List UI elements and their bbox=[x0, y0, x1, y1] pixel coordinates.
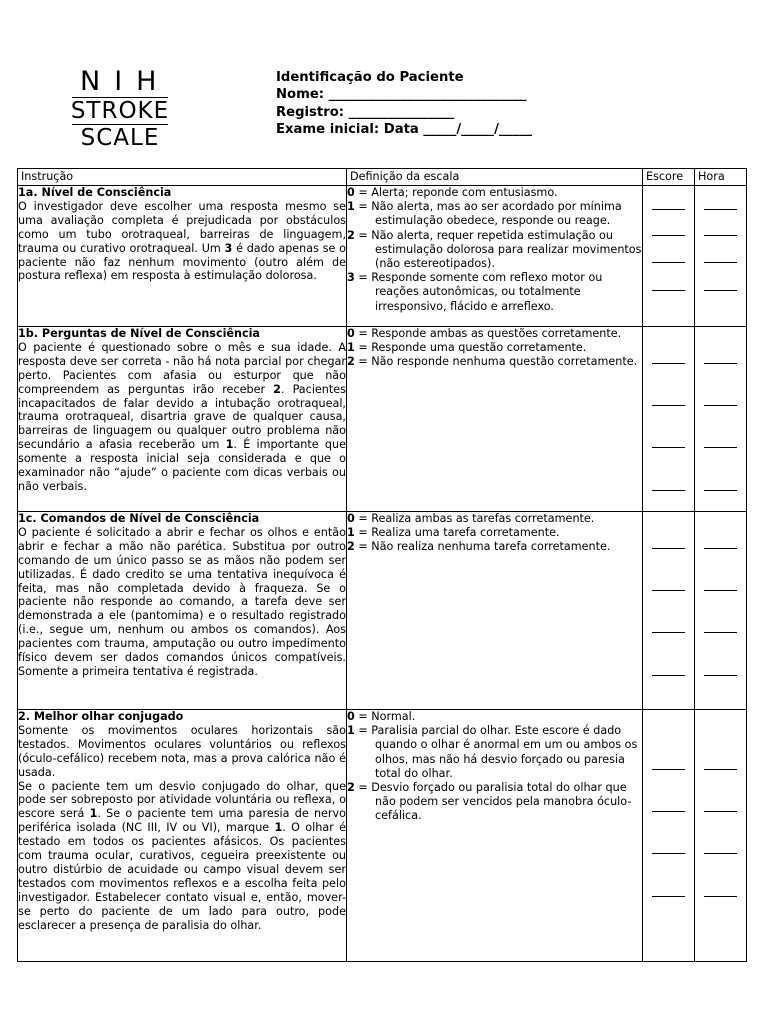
blank-line[interactable] bbox=[652, 853, 685, 854]
scale-option: 2 = Não realiza nenhuma tarefa corretamente. bbox=[347, 540, 611, 554]
scale-option: 1 = Realiza uma tarefa corretamente. bbox=[347, 526, 560, 540]
blank-line[interactable] bbox=[704, 675, 737, 676]
scale-option: 0 = Alerta; reponde com entusiasmo. bbox=[347, 186, 558, 199]
table-row bbox=[18, 512, 747, 710]
blank-line[interactable] bbox=[652, 490, 685, 491]
item-title: 2. Melhor olhar conjugado bbox=[18, 710, 184, 723]
blank-line[interactable] bbox=[704, 590, 737, 591]
header-score: Escore bbox=[643, 169, 695, 186]
table-row bbox=[18, 186, 747, 327]
logo-line-scale: SCALE bbox=[80, 125, 160, 151]
blank-line[interactable] bbox=[652, 209, 685, 210]
blank-line[interactable] bbox=[704, 447, 737, 448]
blank-line[interactable] bbox=[652, 632, 685, 633]
blank-line[interactable] bbox=[704, 262, 737, 263]
blank-line[interactable] bbox=[704, 405, 737, 406]
definition-cell bbox=[347, 186, 643, 327]
exam-date-field: Exame inicial: Data _____/_____/_____ bbox=[276, 122, 532, 138]
scale-option: 2 = Não responde nenhuma questão corretamente. bbox=[347, 355, 638, 369]
scale-option: 0 = Realiza ambas as tarefas corretamente. bbox=[347, 512, 595, 525]
score-cell[interactable] bbox=[643, 710, 695, 962]
blank-line[interactable] bbox=[652, 262, 685, 263]
patient-id-title: Identificação do Paciente bbox=[276, 70, 464, 85]
time-cell[interactable] bbox=[695, 512, 747, 710]
patient-identification bbox=[276, 69, 532, 139]
instruction-cell: 2. Melhor olhar conjugado Somente os movimentos oculares horizontais são testados. Movimentos oculares voluntários ou reflexos (óculo-cefálico) recebem nota, mas a prova calórica não é usada. Se o paciente tem um desvio conjugado do olhar, que pode ser sobreposto por atividade voluntária ou reflexa, o escore será 1. Se o paciente tem uma paresia de nervo periférica isolada (NC III, IV ou VI), marque 1. O olhar é testado em todos os pacientes afásicos. Os pacientes com trauma ocular, curativos, cegueira preexistente ou outro distúrbio de acuidade ou campo visual devem ser testados com movimentos reflexos e a escolha feita pelo investigador. Estabelecer contato visual e, então, mover-se perto do paciente de um lado para outro, pode esclarecer a presença de paralisia do olhar. bbox=[18, 710, 347, 962]
score-cell[interactable] bbox=[643, 327, 695, 512]
time-cell[interactable] bbox=[695, 710, 747, 962]
blank-line[interactable] bbox=[704, 632, 737, 633]
scale-option: 1 = Não alerta, mas ao ser acordado por mínima estimulação obedece, responde ou reage. bbox=[347, 200, 622, 228]
item-title: 1b. Perguntas de Nível de Consciência bbox=[18, 327, 260, 340]
blank-line[interactable] bbox=[652, 405, 685, 406]
blank-line[interactable] bbox=[704, 290, 737, 291]
item-title: 1c. Comandos de Nível de Consciência bbox=[18, 512, 260, 525]
logo-line-stroke: STROKE bbox=[70, 98, 170, 124]
patient-name-field: Nome: ______________________________ bbox=[276, 87, 527, 103]
blank-line[interactable] bbox=[652, 769, 685, 770]
table-header-row bbox=[18, 169, 747, 186]
blank-line[interactable] bbox=[704, 235, 737, 236]
scale-option: 1 = Responde uma questão corretamente. bbox=[347, 341, 587, 355]
scale-option: 1 = Paralisia parcial do olhar. Este escore é dado quando o olhar é anormal em um ou ambos os olhos, mas não há desvio forçado ou paresia total do olhar. bbox=[347, 724, 638, 780]
definition-cell bbox=[347, 327, 643, 512]
blank-line[interactable] bbox=[704, 853, 737, 854]
blank-line[interactable] bbox=[704, 896, 737, 897]
definition-cell bbox=[347, 512, 643, 710]
blank-line[interactable] bbox=[704, 209, 737, 210]
blank-line[interactable] bbox=[704, 811, 737, 812]
scale-option: 2 = Desvio forçado ou paralisia total do olhar que não podem ser vencidos pela manobra óculo-cefálica. bbox=[347, 781, 632, 823]
instruction-cell: 1b. Perguntas de Nível de Consciência O paciente é questionado sobre o mês e sua idade. A resposta deve ser correta - não há nota parcial por chegar perto. Pacientes com afasia ou esturpor que não compreendem as perguntas irão receber 2. Pacientes incapacitados de falar devido a intubação orotraqueal, trauma orotraqueal, disartria grave de qualquer causa, barreiras de linguagem ou qualquer outro problema não secundário a afasia receberão um 1. É importante que somente a resposta inicial seja considerada e que o examinador não “ajude” o paciente com dicas verbais ou não verbais. bbox=[18, 327, 347, 512]
blank-line[interactable] bbox=[652, 548, 685, 549]
stroke-scale-table bbox=[17, 168, 747, 962]
scale-option: 0 = Normal. bbox=[347, 710, 416, 723]
blank-line[interactable] bbox=[652, 235, 685, 236]
instruction-cell: 1a. Nível de Consciência O investigador deve escolher uma resposta mesmo se uma avaliação completa é prejudicada por obstáculos como um tubo orotraqueal, barreiras de linguagem, trauma ou curativo orotraqueal. Um 3 é dado apenas se o paciente não faz nenhum movimento (outro além de postura reflexa) em resposta à estimulação dolorosa. bbox=[18, 186, 347, 327]
scale-option: 0 = Responde ambas as questões corretamente. bbox=[347, 327, 622, 340]
blank-line[interactable] bbox=[652, 590, 685, 591]
score-cell[interactable] bbox=[643, 186, 695, 327]
blank-line[interactable] bbox=[704, 769, 737, 770]
time-cell[interactable] bbox=[695, 186, 747, 327]
blank-line[interactable] bbox=[652, 363, 685, 364]
blank-line[interactable] bbox=[704, 363, 737, 364]
blank-line[interactable] bbox=[704, 490, 737, 491]
blank-line[interactable] bbox=[652, 290, 685, 291]
blank-line[interactable] bbox=[652, 896, 685, 897]
table-row bbox=[18, 327, 747, 512]
item-title: 1a. Nível de Consciência bbox=[18, 186, 172, 199]
score-cell[interactable] bbox=[643, 512, 695, 710]
blank-line[interactable] bbox=[652, 447, 685, 448]
blank-line[interactable] bbox=[704, 548, 737, 549]
header-definition: Definição da escala bbox=[347, 169, 643, 186]
definition-cell bbox=[347, 710, 643, 962]
header-time: Hora bbox=[695, 169, 747, 186]
time-cell[interactable] bbox=[695, 327, 747, 512]
header-instruction: Instrução bbox=[18, 169, 347, 186]
nih-stroke-scale-logo bbox=[70, 68, 170, 150]
logo-line-nih: NIH bbox=[80, 66, 171, 97]
patient-registry-field: Registro: ________________ bbox=[276, 104, 455, 120]
instruction-cell: 1c. Comandos de Nível de Consciência O paciente é solicitado a abrir e fechar os olhos e então abrir e fechar a mão não parética. Substitua por outro comando de um único passo se as mãos não podem ser utilizadas. É dado credito se uma tentativa inequívoca é feita, mas não completada devido à fraqueza. Se o paciente não responde ao comando, a tarefa deve ser demonstrada a ele (pantomima) e o resultado registrado (i.e., segue um, nenhum ou ambos os comandos). Aos pacientes com trauma, amputação ou outro impedimento físico devem ser dados comandos únicos compatíveis. Somente a primeira tentativa é registrada. bbox=[18, 512, 347, 710]
scale-option: 3 = Responde somente com reflexo motor ou reações autonômicas, ou totalmente irresponsivo, flácido e arreflexo. bbox=[347, 271, 603, 313]
blank-line[interactable] bbox=[652, 811, 685, 812]
scale-option: 2 = Não alerta, requer repetida estimulação ou estimulação dolorosa para realizar movimentos (não estereotipados). bbox=[347, 228, 642, 271]
blank-line[interactable] bbox=[652, 675, 685, 676]
table-row bbox=[18, 710, 747, 962]
